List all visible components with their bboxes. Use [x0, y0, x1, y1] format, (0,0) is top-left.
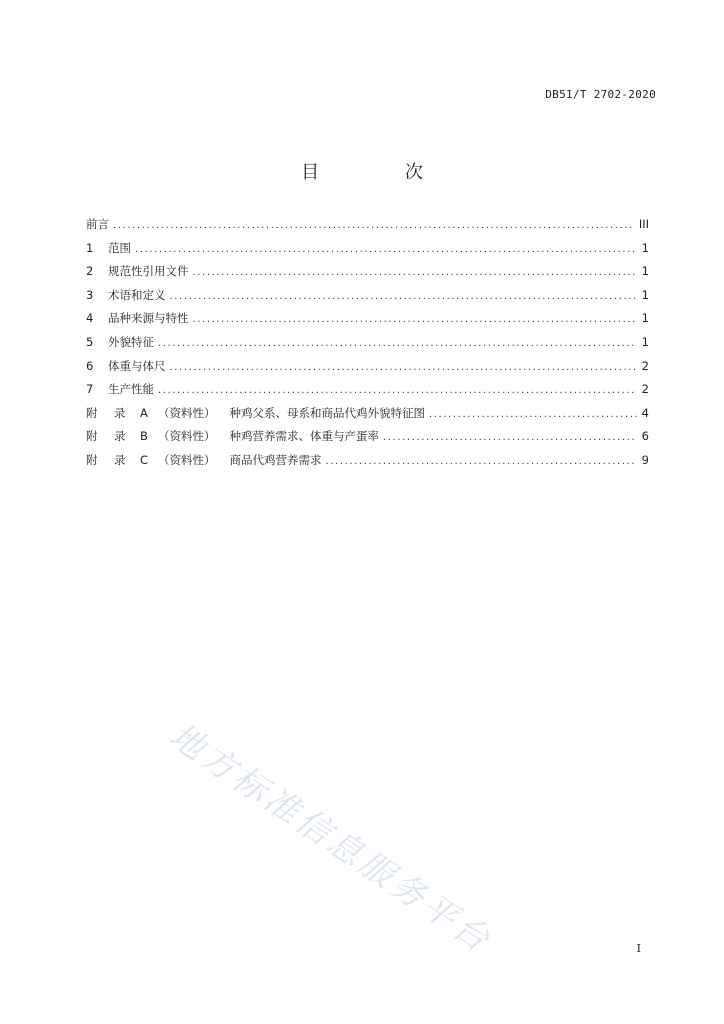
- toc-entry-page: 1: [641, 334, 649, 349]
- appendix-letter: B: [140, 429, 148, 444]
- toc-entry-text: 品种来源与特性: [108, 311, 189, 326]
- toc-leader-dots: [170, 291, 638, 302]
- toc-leader-dots: [383, 432, 637, 443]
- toc-entry-page: III: [638, 217, 649, 231]
- toc-entry-text: 体重与体尺: [108, 358, 166, 373]
- toc-entry-terms-definitions[interactable]: [86, 287, 649, 311]
- toc-entry-appendix-c[interactable]: [86, 452, 649, 476]
- appendix-letter: C: [140, 452, 149, 467]
- appendix-letter: A: [140, 405, 148, 420]
- page-number: I: [636, 942, 641, 955]
- toc-entry-text: 前言: [86, 217, 109, 231]
- toc-entry-number: 5: [86, 334, 94, 349]
- toc-entry-appendix-a[interactable]: [86, 405, 649, 429]
- toc-entry-page: 1: [641, 287, 649, 302]
- toc-entry-scope[interactable]: [86, 240, 649, 264]
- appendix-nature: （资料性）: [158, 429, 216, 444]
- appendix-prefix: 录: [114, 429, 126, 444]
- toc-entry-page: 2: [641, 382, 649, 397]
- toc-entry-text: 种鸡父系、母系和商品代鸡外貌特征图: [229, 405, 425, 420]
- toc-entry-breed-origin[interactable]: [86, 310, 649, 334]
- toc-leader-dots: [113, 220, 635, 231]
- document-code: DB51/T 2702-2020: [545, 88, 656, 101]
- toc-entry-page: 1: [641, 240, 649, 255]
- toc-entry-foreword[interactable]: [86, 216, 649, 240]
- toc-entry-text: 种鸡营养需求、体重与产蛋率: [229, 429, 379, 444]
- appendix-prefix: 录: [114, 452, 126, 467]
- toc-leader-dots: [170, 362, 638, 373]
- toc-entry-page: 2: [641, 358, 649, 373]
- toc-entry-page: 6: [641, 429, 649, 444]
- toc-entry-number: 3: [86, 287, 94, 302]
- toc-entry-page: 1: [641, 311, 649, 326]
- toc-entry-text: 生产性能: [108, 382, 154, 397]
- toc-entry-number: 6: [86, 358, 94, 373]
- toc-leader-dots: [193, 314, 638, 325]
- toc-leader-dots: [326, 456, 638, 467]
- toc-entry-appearance[interactable]: [86, 334, 649, 358]
- toc-entry-normative-references[interactable]: [86, 263, 649, 287]
- appendix-prefix: 附: [86, 429, 98, 444]
- appendix-nature: （资料性）: [158, 405, 216, 420]
- appendix-prefix: 附: [86, 452, 98, 467]
- toc-heading: 目 次: [301, 162, 463, 183]
- toc-entry-number: 4: [86, 311, 94, 326]
- appendix-prefix: 录: [114, 405, 126, 420]
- toc-entry-page: 1: [641, 264, 649, 279]
- toc-entry-text: 商品代鸡营养需求: [229, 452, 322, 467]
- toc-entry-number: 1: [86, 240, 94, 255]
- appendix-prefix: 附: [86, 405, 98, 420]
- watermark: 地方标准信息服务平台: [161, 715, 500, 962]
- toc-entry-page: 9: [641, 452, 649, 467]
- appendix-nature: （资料性）: [158, 452, 216, 467]
- toc-entry-body-weight-size[interactable]: [86, 358, 649, 382]
- toc-leader-dots: [158, 385, 637, 396]
- toc-leader-dots: [135, 244, 637, 255]
- toc-entry-number: 2: [86, 264, 94, 279]
- toc-leader-dots: [193, 267, 638, 278]
- toc-leader-dots: [158, 338, 637, 349]
- toc-entry-page: 4: [641, 405, 649, 420]
- toc-entry-production-performance[interactable]: [86, 381, 649, 405]
- toc-entry-text: 术语和定义: [108, 287, 166, 302]
- toc-entry-number: 7: [86, 382, 94, 397]
- toc-leader-dots: [429, 409, 637, 420]
- toc-entry-text: 范围: [108, 240, 131, 255]
- toc-entry-text: 规范性引用文件: [108, 264, 189, 279]
- table-of-contents: [86, 216, 649, 476]
- toc-entry-appendix-b[interactable]: [86, 428, 649, 452]
- toc-entry-text: 外貌特征: [108, 334, 154, 349]
